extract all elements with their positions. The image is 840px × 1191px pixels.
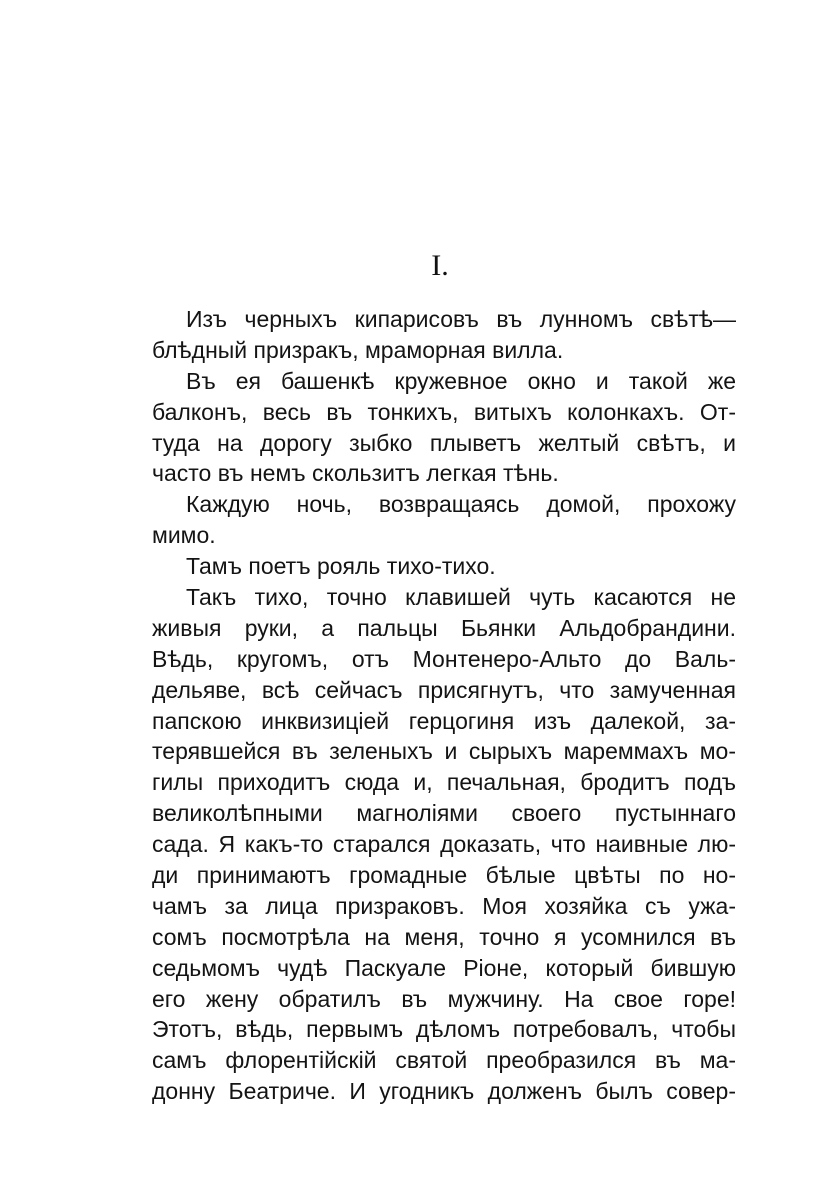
text-line: самъ флорентійскій святой преобразился въ ма- (152, 1047, 736, 1074)
text-line: Каждую ночь, возвращаясь домой, прохожу (186, 491, 736, 518)
text-line: ди принимаютъ громадные бѣлые цвѣты по но- (152, 862, 736, 889)
text-line: мимо. (152, 522, 216, 549)
text-line: балконъ, весь въ тонкихъ, витыхъ колонкахъ. От- (152, 398, 736, 425)
text-line: Изъ черныхъ кипарисовъ въ лунномъ свѣтѣ— (186, 306, 736, 332)
text-line: блѣдный призракъ, мраморная вилла. (152, 336, 564, 363)
text-line: Вѣдь, кругомъ, отъ Монтенеро-Альто до Валь- (152, 645, 736, 672)
text-line: сада. Я какъ-то старался доказать, что наивные лю- (152, 831, 736, 858)
text-line: чамъ за лица призраковъ. Моя хозяйка съ ужа- (152, 892, 736, 919)
text-line: живыя руки, а пальцы Бьянки Альдобрандини. (152, 614, 736, 641)
text-line: великолѣпными магноліями своего пустыннаго (152, 800, 736, 827)
text-line: Этотъ, вѣдь, первымъ дѣломъ потребовалъ, чтобы (152, 1016, 736, 1043)
text-line: Въ ея башенкѣ кружевное окно и такой же (186, 367, 736, 394)
text-line: Такъ тихо, точно клавишей чуть касаются не (186, 584, 736, 611)
text-line: седьмомъ чудѣ Паскуале Ріоне, который бившую (152, 954, 736, 981)
text-line: туда на дорогу зыбко плыветъ желтый свѣтъ, и (152, 429, 736, 456)
text-line: Тамъ поетъ рояль тихо-тихо. (186, 553, 496, 580)
text-line: сомъ посмотрѣла на меня, точно я усомнился въ (152, 923, 736, 950)
text-line: его жену обратилъ въ мужчину. На свое горе! (152, 985, 736, 1012)
text-line: папскою инквизиціей герцогиня изъ далекой, за- (152, 707, 736, 734)
text-line: часто въ немъ скользитъ легкая тѣнь. (152, 460, 559, 487)
text-line: терявшейся въ зеленыхъ и сырыхъ мареммахъ мо- (152, 738, 736, 765)
text-line: дельяве, всѣ сейчасъ присягнутъ, что замученная (152, 676, 736, 703)
body-text (152, 304, 736, 1107)
text-line: гилы приходитъ сюда и, печальная, бродитъ подъ (152, 769, 736, 796)
text-line: донну Беатриче. И угодникъ долженъ былъ совер- (152, 1078, 736, 1105)
chapter-number: I. (431, 249, 449, 282)
